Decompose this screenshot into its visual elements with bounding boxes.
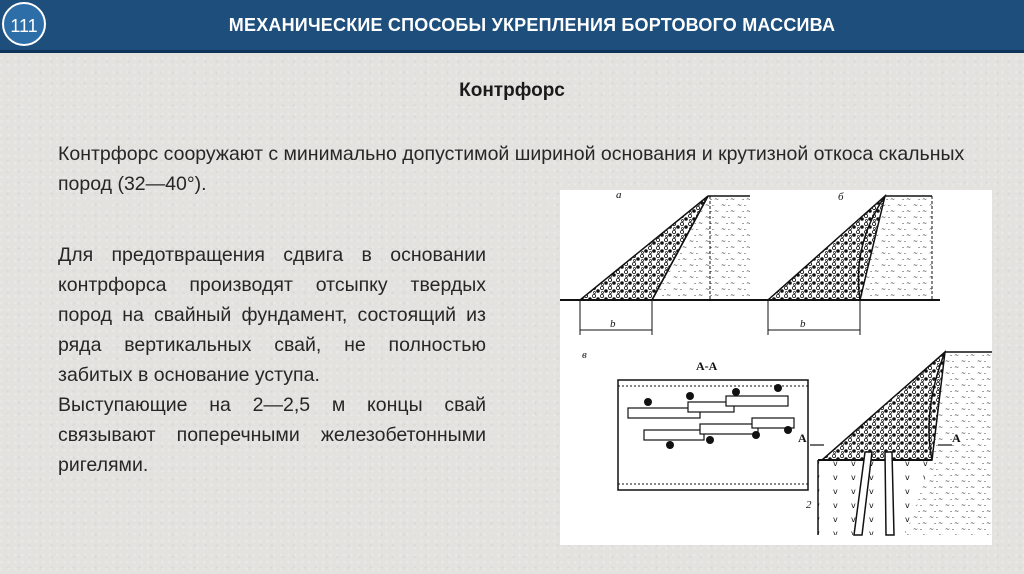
buttress-diagram bbox=[560, 190, 992, 545]
cut-label-left: А bbox=[798, 431, 807, 445]
panel-b bbox=[750, 191, 940, 335]
panel-v-section bbox=[798, 352, 992, 535]
section-label-aa: А-А bbox=[696, 359, 718, 373]
buttress-diagram-svg bbox=[560, 190, 992, 545]
section-subtitle: Контрфорс bbox=[459, 80, 565, 101]
label-2: 2 bbox=[806, 499, 812, 511]
panel-v-plan bbox=[582, 349, 808, 490]
cut-label-right: А bbox=[952, 431, 961, 445]
intro-paragraph: Контрфорс сооружают с минимально допустимой шириной основания и крутизной откоса скальных пород (32—40°). bbox=[58, 143, 965, 195]
label-a: а bbox=[616, 190, 622, 201]
body-text bbox=[58, 240, 486, 480]
label-v: в bbox=[582, 349, 587, 361]
panel-a bbox=[560, 190, 750, 335]
body-paragraph-2: Выступающие на 2—2,5 м концы свай связывают поперечными железобетонными ригелями. bbox=[58, 394, 486, 476]
slide-header bbox=[0, 0, 1024, 53]
slide-title: МЕХАНИЧЕСКИЕ СПОСОБЫ УКРЕПЛЕНИЯ БОРТОВОГО МАССИВА bbox=[228, 15, 836, 35]
label-b1: b bbox=[610, 318, 616, 330]
slide-number-badge: 111 bbox=[2, 2, 46, 46]
label-b2: b bbox=[800, 318, 806, 330]
label-b: б bbox=[838, 191, 844, 203]
body-paragraph-1: Для предотвращения сдвига в основании контрфорса производят отсыпку твердых пород на свайный фундамент, состоящий из ряда вертикальных свай, не полностью забитых в основание уступа. bbox=[58, 244, 486, 386]
